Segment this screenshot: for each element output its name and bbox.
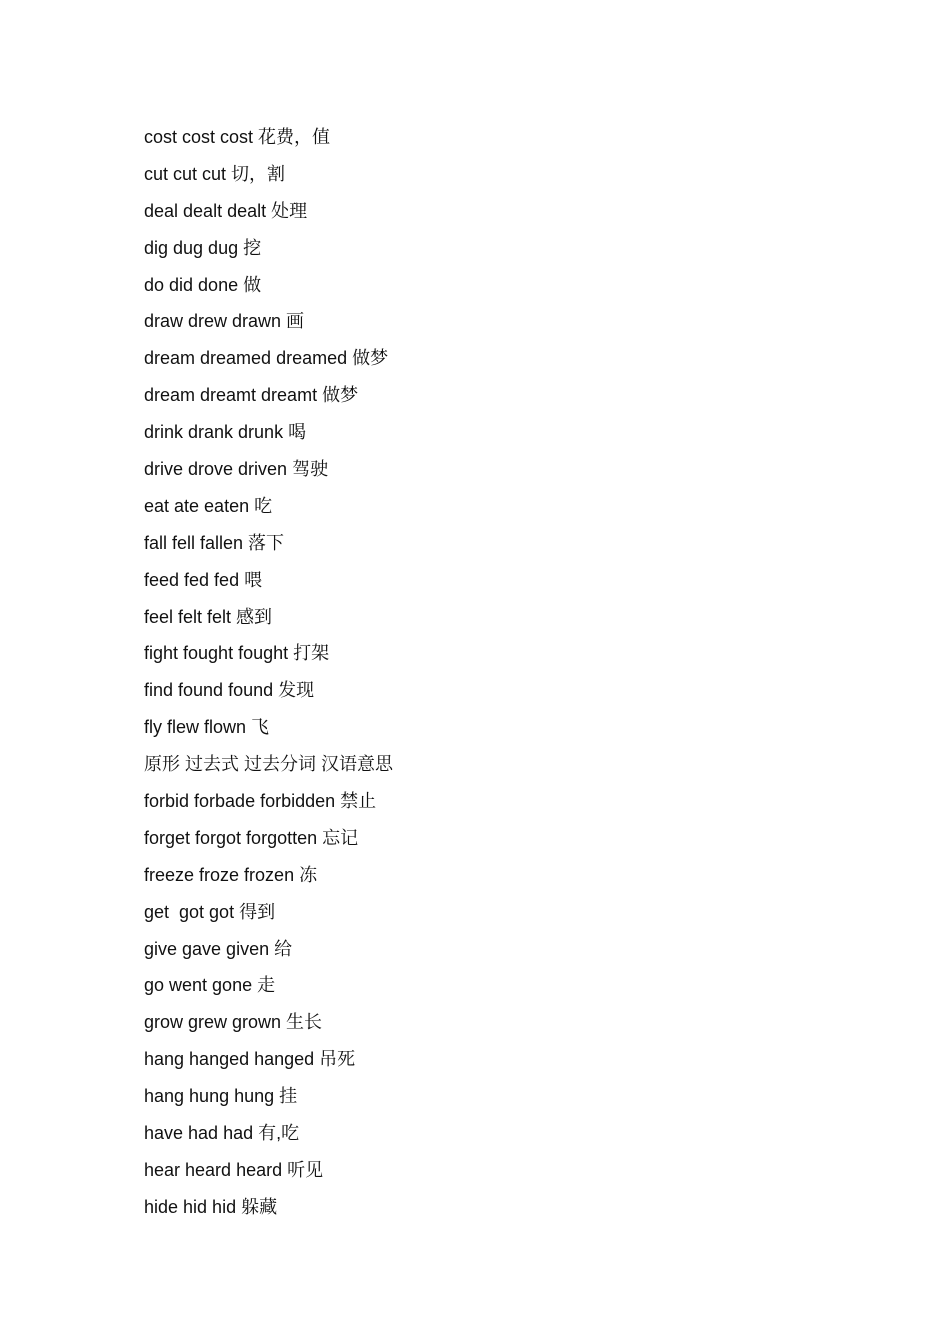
verb-line: dream dreamt dreamt 做梦 <box>144 385 359 406</box>
verb-line: eat ate eaten 吃 <box>144 495 273 516</box>
verb-line: feed fed fed 喂 <box>144 569 263 590</box>
verb-line: freeze froze frozen 冻 <box>144 864 318 885</box>
verb-line: cut cut cut 切，割 <box>144 163 286 184</box>
verb-line: dig dug dug 挖 <box>144 237 262 258</box>
verb-line: fight fought fought 打架 <box>144 643 330 664</box>
verb-line: cost cost cost 花费，值 <box>144 127 331 147</box>
verb-line: hide hid hid 躲藏 <box>144 1196 278 1217</box>
verb-line: get got got 得到 <box>144 901 276 922</box>
verb-line: fly flew flown 飞 <box>144 717 270 738</box>
verb-list <box>144 122 393 1229</box>
verb-line: drive drove driven 驾驶 <box>144 459 329 480</box>
verb-line: give gave given 给 <box>144 938 293 959</box>
verb-line: hang hanged hanged 吊死 <box>144 1049 356 1070</box>
verb-line: draw drew drawn 画 <box>144 311 305 332</box>
column-header-line: 原形 过去式 过去分词 汉语意思 <box>144 754 394 775</box>
verb-line: do did done 做 <box>144 274 262 295</box>
verb-line: hang hung hung 挂 <box>144 1086 298 1107</box>
verb-line: fall fell fallen 落下 <box>144 532 285 553</box>
verb-line: have had had 有,吃 <box>144 1123 300 1144</box>
verb-line: go went gone 走 <box>144 975 276 996</box>
verb-line: forbid forbade forbidden 禁止 <box>144 791 377 812</box>
verb-line: forget forgot forgotten 忘记 <box>144 827 359 848</box>
verb-line: feel felt felt 感到 <box>144 606 273 627</box>
verb-line: find found found 发现 <box>144 680 315 701</box>
verb-line: deal dealt dealt 处理 <box>144 200 308 221</box>
verb-line: hear heard heard 听见 <box>144 1159 324 1180</box>
verb-line: dream dreamed dreamed 做梦 <box>144 348 389 369</box>
verb-line: drink drank drunk 喝 <box>144 422 307 443</box>
verb-line: grow grew grown 生长 <box>144 1012 323 1033</box>
